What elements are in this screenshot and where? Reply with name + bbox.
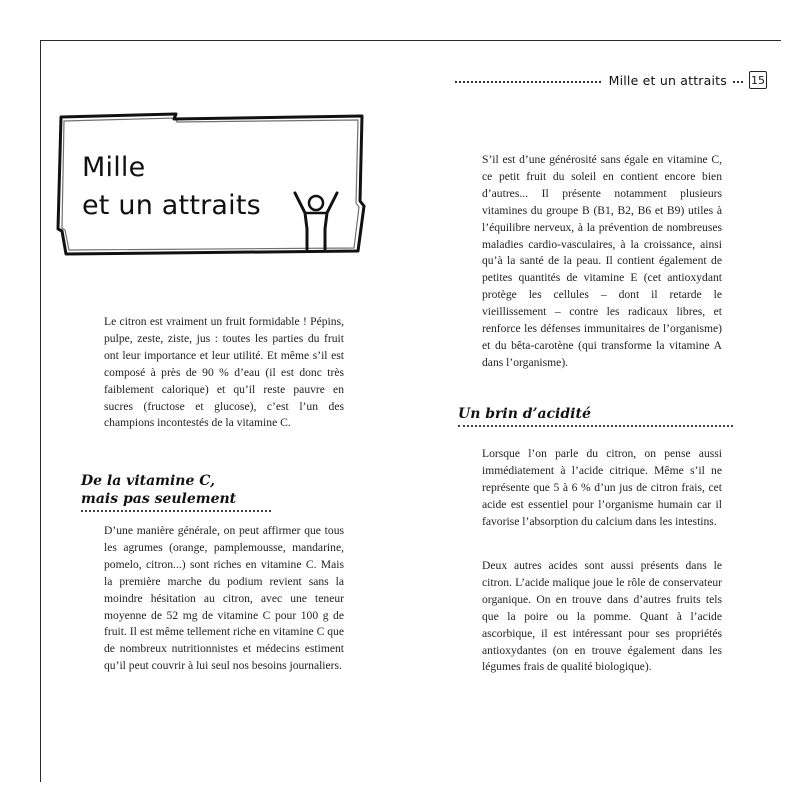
other-acids-paragraph — [482, 558, 722, 676]
running-title: Mille et un attraits — [608, 72, 727, 88]
intro-text: Le citron est vraiment un fruit formidable ! Pépins, pulpe, zeste, ziste, jus : toutes les parties du fruit ont leur importance et leur utilité. Et même s’il est composé à près de 90 % d’eau (il est donc très faiblement calorique) et qu’il reste pauvre en sucres (fructose et glucose), c’est l’un des champions incontestés de la vitamine C. — [104, 315, 344, 430]
section-dotted-rule — [458, 425, 733, 427]
intro-paragraph — [104, 314, 344, 432]
vitamins-text: S’il est d’une générosité sans égale en vitamine C, ce petit fruit du soleil en contient encore bien d’autres... Il présente notamment plusieurs vitamines du groupe B (B1, B2, B6 et B9) utiles à l’équilibre nerveux, à la prévention de nombreuses maladies cardio-vasculaires, à la croissance, ainsi qu’à la santé de la peau. Il contient également de petites quantités de vitamine E (cet antioxydant protège les cellules – dont il retarde le vieillissement – contre les radicaux libres, et renforce les défenses immunitaires de l’organisme) et du bêta-carotène (qui transforme la vitamine A dans l’organisme). — [482, 153, 722, 369]
citric-acid-paragraph — [482, 446, 722, 531]
section-heading-acidity: Un brin d’acidité — [458, 406, 591, 422]
header-dotted-rule — [455, 81, 601, 83]
chapter-title-box — [56, 111, 368, 261]
chapter-title — [82, 149, 261, 225]
section-dotted-rule — [81, 510, 271, 512]
vitamins-paragraph — [482, 152, 722, 372]
vitamin-c-text: D’une manière générale, on peut affirmer que tous les agrumes (orange, pamplemousse, mandarine, pomelo, citron...) sont riches en vitamine C. Mais la première marche du podium revient sans la moindre hésitation au citron, avec une teneur moyenne de 52 mg de vitamine C pour 100 g de fruit. Il est même tellement riche en vitamine C que de nombreux nutritionnistes et médecins estiment qu’il peut couvrir à lui seul nos besoins journaliers. — [104, 524, 344, 673]
chapter-title-line1: Mille — [82, 152, 146, 183]
section-heading-vitamin-c — [81, 472, 271, 508]
header-dotted-rule-short — [733, 81, 743, 83]
cheering-person-icon — [291, 189, 341, 251]
other-acids-text: Deux autres acides sont aussi présents dans le citron. L’acide malique joue le rôle de conservateur organique. On en trouve dans d’autres fruits tels que la poire ou la pomme. Quant à l’acide ascorbique, il est intéressant pour ses propriétés antioxydantes (on en trouve également dans les légumes frais de qualité biologique). — [482, 559, 722, 674]
citric-acid-text: Lorsque l’on parle du citron, on pense aussi immédiatement à l’acide citrique. Même s’il ne représente que 5 à 6 % d’un jus de citron frais, cet acide est essentiel pour l’organisme humain car il favorise l’absorption du calcium dans les intestins. — [482, 447, 722, 528]
page-number-box: 15 — [749, 71, 767, 89]
chapter-title-line2: et un attraits — [82, 190, 261, 221]
section-heading-line1: De la vitamine C, — [81, 473, 216, 489]
vitamin-c-paragraph — [104, 523, 344, 675]
section-heading-line2: mais pas seulement — [81, 491, 237, 507]
running-header — [455, 68, 767, 92]
